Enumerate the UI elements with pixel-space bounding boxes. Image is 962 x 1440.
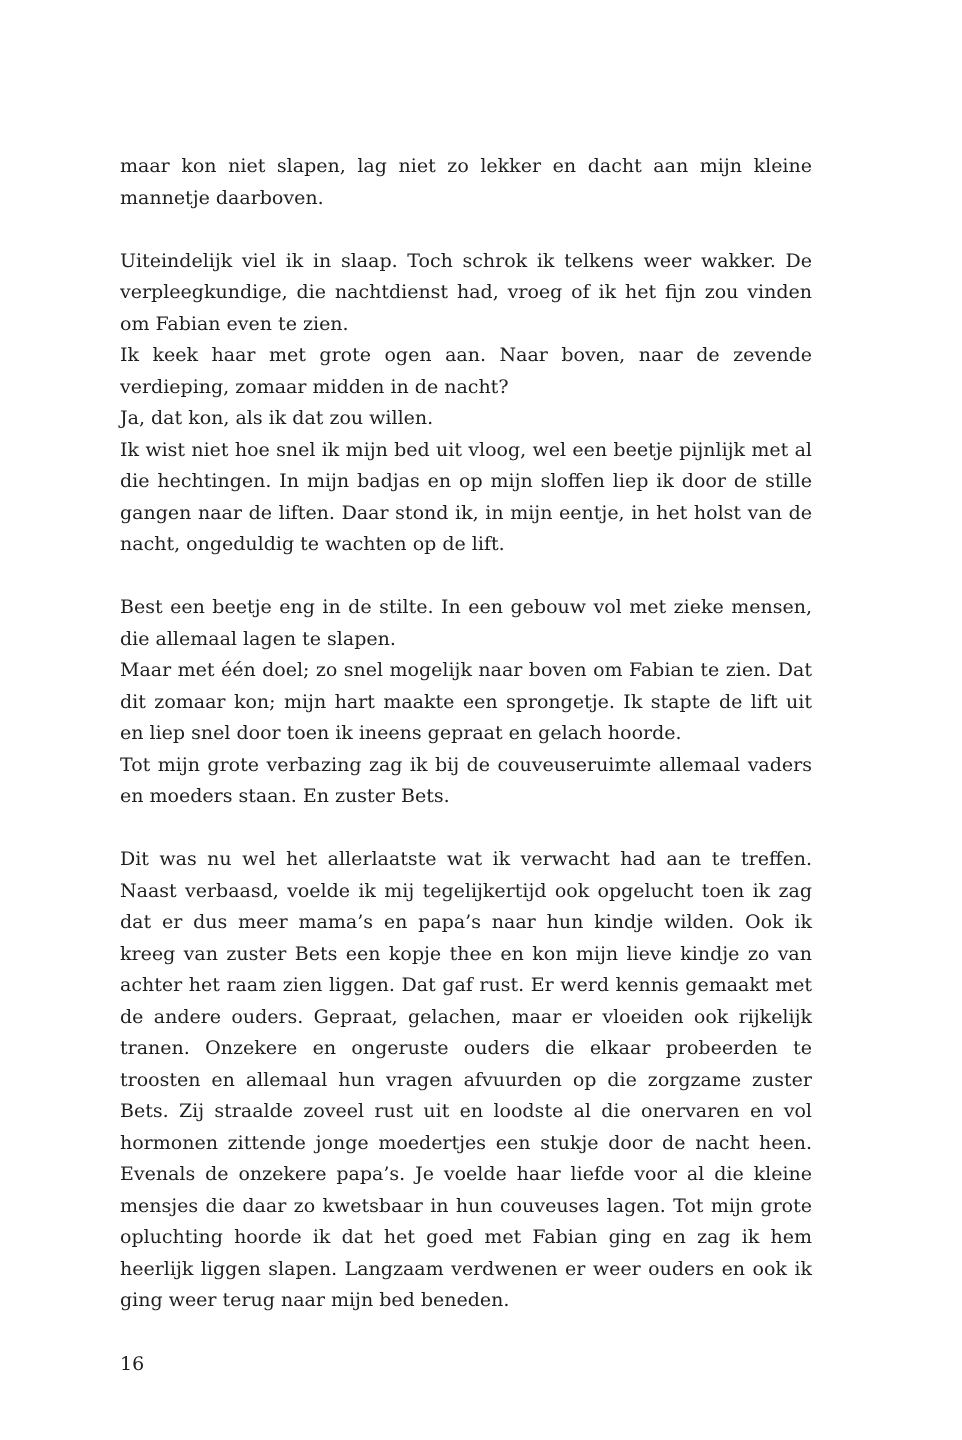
text-line: Ja, dat kon, als ik dat zou willen. — [120, 407, 434, 429]
paragraph-1 — [120, 151, 812, 214]
text-line: Dit was nu wel het allerlaatste wat ik verwacht had aan te treffen. Naast verbaasd, voelde ik mij tegelijkertijd ook opgelucht toen ik zag dat er dus meer mama’s en papa’s naar hun kindje wilden. Ook ik kreeg van zuster Bets een kopje thee en kon mijn lieve kindje zo van achter het raam zien liggen. Dat gaf rust. Er werd kennis gemaakt met de andere ouders. Gepraat, gelachen, maar er vloeiden ook rijkelijk tranen. Onzekere en ongeruste ouders die elkaar probeerden te troosten en allemaal hun vragen afvuurden op die zorgzame zuster Bets. Zij straalde zoveel rust uit en loodste al die onervaren en vol hormonen zittende jonge moedertjes een stukje door de nacht heen. Evenals de onzekere papa’s. Je voelde haar liefde voor al die kleine mensjes die daar zo kwetsbaar in hun couveuses lagen. Tot mijn grote opluchting hoorde ik dat het goed met Fabian ging en zag ik hem heerlijk liggen slapen. Langzaam verdwenen er weer ouders en ook ik ging weer terug naar mijn bed beneden. — [120, 848, 812, 1311]
body-text — [120, 151, 812, 1317]
paragraph-3 — [120, 592, 812, 813]
text-line: Uiteindelijk viel ik in slaap. Toch schrok ik telkens weer wakker. De verpleegkundige, die nachtdienst had, vroeg of ik het fijn zou vinden om Fabian even te zien. — [120, 249, 812, 335]
text-line: Best een beetje eng in de stilte. In een gebouw vol met zieke mensen, die allemaal lagen te slapen. — [120, 596, 812, 650]
text-line: Ik keek haar met grote ogen aan. Naar boven, naar de zevende verdieping, zomaar midden in de nacht? — [120, 344, 812, 398]
page-number: 16 — [120, 1353, 145, 1375]
paragraph-2 — [120, 246, 812, 561]
text-line: maar kon niet slapen, lag niet zo lekker en dacht aan mijn kleine mannetje daarboven. — [120, 155, 812, 209]
paragraph-4 — [120, 844, 812, 1317]
text-line: Maar met één doel; zo snel mogelijk naar boven om Fabian te zien. Dat dit zomaar kon; mijn hart maakte een sprongetje. Ik stapte de lift uit en liep snel door toen ik ineens gepraat en gelach hoorde. — [120, 659, 812, 744]
text-line: Tot mijn grote verbazing zag ik bij de couveuseruimte allemaal vaders en moeders staan. En zuster Bets. — [120, 753, 812, 807]
text-line: Ik wist niet hoe snel ik mijn bed uit vloog, wel een beetje pijnlijk met al die hechtingen. In mijn badjas en op mijn sloffen liep ik door de stille gangen naar de liften. Daar stond ik, in mijn eentje, in het holst van de nacht, ongeduldig te wachten op de lift. — [120, 438, 812, 555]
